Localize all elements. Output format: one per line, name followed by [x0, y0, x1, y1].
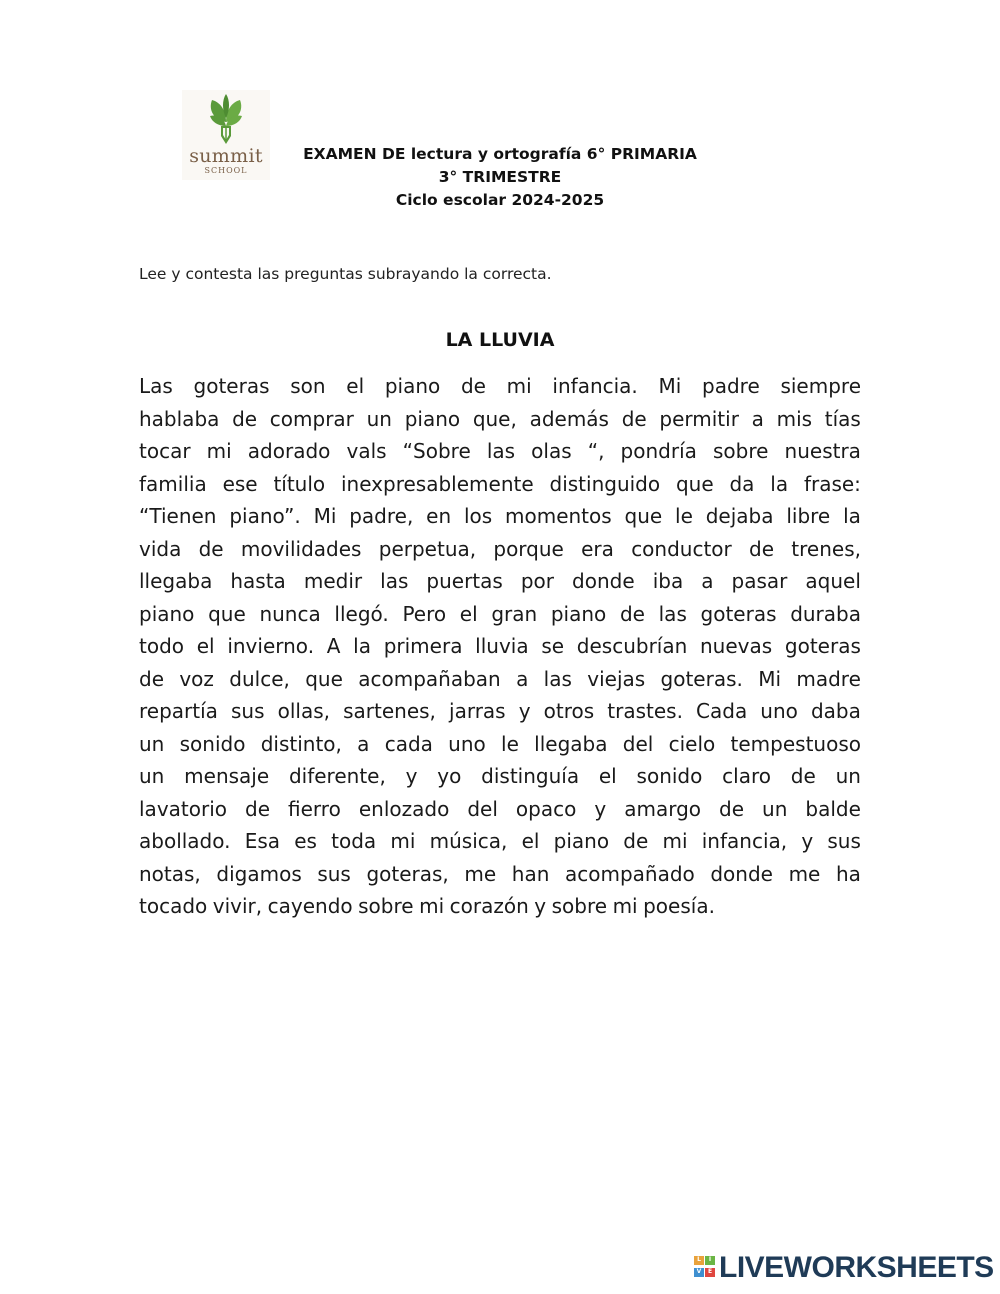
passage-line: hablaba de comprar un piano que, además de permitir a mis tías	[139, 406, 861, 431]
reading-passage	[139, 370, 861, 923]
passage-line: abollado. Esa es toda mi música, el piano de mi infancia, y sus	[139, 829, 861, 853]
sprout-pencil-icon	[204, 92, 248, 146]
liveworksheets-blocks-icon	[694, 1254, 716, 1282]
passage-line: tocado vivir, cayendo sobre mi corazón y sobre mi poesía.	[139, 894, 715, 918]
passage-line: lavatorio de fierro enlozado del opaco y amargo de un balde	[139, 796, 861, 821]
passage-line: vida de movilidades perpetua, porque era conductor de trenes,	[139, 536, 861, 561]
logo-wordmark: summit	[189, 145, 263, 167]
brand-name: LIVEWORKSHEETS	[719, 1251, 994, 1284]
passage-line: familia ese título inexpresablemente distinguido que da la frase:	[139, 471, 861, 496]
instruction-text: Lee y contesta las preguntas subrayando la correcta.	[139, 265, 552, 283]
passage-line: todo el invierno. A la primera lluvia se descubrían nuevas goteras	[139, 634, 861, 658]
passage-line: un sonido distinto, a cada uno le llegaba del cielo tempestuoso	[139, 731, 861, 756]
reading-title: LA LLUVIA	[445, 329, 555, 351]
passage-line: de voz dulce, que acompañaban a las viejas goteras. Mi madre	[139, 666, 861, 691]
passage-line: notas, digamos sus goteras, me han acompañado donde me ha	[139, 861, 861, 886]
exam-school-year: Ciclo escolar 2024-2025	[395, 191, 605, 209]
liveworksheets-brand	[694, 1252, 994, 1284]
passage-line: un mensaje diferente, y yo distinguía el sonido claro de un	[139, 764, 861, 788]
passage-line: Las goteras son el piano de mi infancia. Mi padre siempre	[139, 374, 861, 398]
brand-block: E	[705, 1268, 715, 1277]
passage-line: repartía sus ollas, sartenes, jarras y otros trastes. Cada uno daba	[139, 699, 861, 723]
school-logo	[182, 90, 270, 180]
passage-line: tocar mi adorado vals “Sobre las olas “, pondría sobre nuestra	[139, 439, 861, 463]
brand-block: I	[705, 1256, 715, 1265]
exam-title: EXAMEN DE lectura y ortografía 6° PRIMARIA	[303, 145, 697, 163]
brand-block: V	[694, 1268, 704, 1277]
exam-header	[270, 143, 730, 212]
passage-line: llegaba hasta medir las puertas por donde iba a pasar aquel	[139, 569, 861, 593]
logo-subtitle: SCHOOL	[204, 166, 248, 175]
passage-line: piano que nunca llegó. Pero el gran piano de las goteras duraba	[139, 601, 861, 626]
exam-trimester: 3° TRIMESTRE	[438, 168, 562, 186]
brand-block: L	[694, 1256, 704, 1265]
passage-line: “Tienen piano”. Mi padre, en los momentos que le dejaba libre la	[139, 504, 861, 528]
